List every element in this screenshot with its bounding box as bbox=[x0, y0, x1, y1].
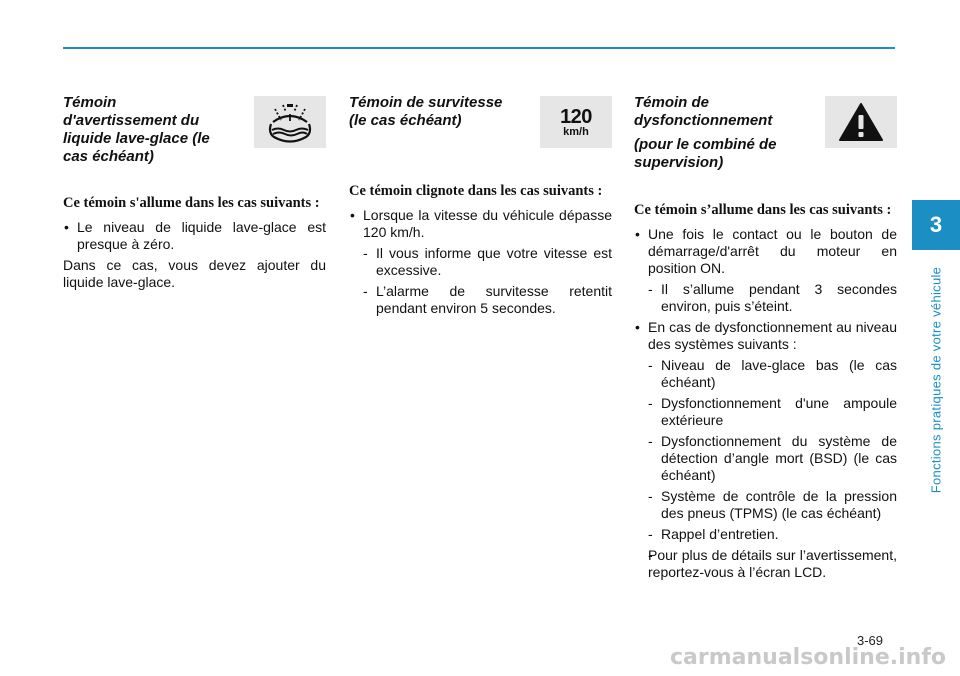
sub-list-item: - Rappel d’entretien. bbox=[634, 526, 897, 543]
sub-list-item: - Niveau de lave-glace bas (le cas échéant) bbox=[634, 357, 897, 391]
malfunction-section bbox=[634, 94, 897, 585]
sub-list-item: - Il s’allume pendant 3 secondes environ, puis s’éteint. bbox=[634, 281, 897, 315]
section-intro: Ce témoin s'allume dans les cas suivants : bbox=[63, 195, 320, 211]
section-intro: Ce témoin s’allume dans les cas suivants : bbox=[634, 202, 892, 218]
paragraph: Dans ce cas, vous devez ajouter du liquide lave-glace. bbox=[63, 257, 326, 290]
chapter-number: 3 bbox=[929, 212, 943, 237]
washer-fluid-section bbox=[63, 94, 326, 295]
note-paragraph: - Pour plus de détails sur l’avertissement, reportez-vous à l’écran LCD. bbox=[634, 547, 897, 581]
list-item: • Une fois le contact ou le bouton de démarrage/d'arrêt du moteur en position ON. bbox=[634, 226, 897, 277]
sub-list-item: - Système de contrôle de la pression des pneus (TPMS) (le cas échéant) bbox=[634, 488, 897, 522]
sub-list-item: - Il vous informe que votre vitesse est excessive. bbox=[349, 245, 612, 279]
page-number: 3-69 bbox=[857, 633, 884, 648]
sub-list-item: - Dysfonctionnement d'une ampoule extérieure bbox=[634, 395, 897, 429]
sub-list-item: - L’alarme de survitesse retentit pendant environ 5 secondes. bbox=[349, 283, 612, 317]
overspeed-section bbox=[349, 94, 612, 321]
section-subtitle: (pour le combiné de supervision) bbox=[634, 136, 777, 171]
section-title: Témoin d'avertissement du liquide lave-glace (le cas échéant) bbox=[63, 94, 210, 165]
chapter-tab bbox=[912, 200, 960, 250]
warning-triangle-icon bbox=[825, 96, 897, 148]
section-intro: Ce témoin clignote dans les cas suivants : bbox=[349, 183, 603, 199]
washer-fluid-warning-icon bbox=[254, 96, 326, 148]
list-item: • En cas de dysfonctionnement au niveau des systèmes suivants : bbox=[634, 319, 897, 353]
speed-limit-value: 120 bbox=[560, 105, 592, 128]
watermark: carmanualsonline.info bbox=[670, 645, 946, 670]
header-rule bbox=[63, 47, 895, 49]
sub-list-item: - Dysfonctionnement du système de détection d’angle mort (BSD) (le cas échéant) bbox=[634, 433, 897, 484]
list-item: • Lorsque la vitesse du véhicule dépasse 120 km/h. bbox=[349, 207, 612, 241]
overspeed-warning-icon bbox=[540, 96, 612, 148]
speed-unit: km/h bbox=[563, 125, 589, 138]
section-title: Témoin de dysfonctionnement bbox=[634, 94, 773, 129]
section-title: Témoin de survitesse (le cas échéant) bbox=[349, 94, 503, 129]
chapter-side-title: Fonctions pratiques de votre véhicule bbox=[928, 266, 944, 494]
list-item: • Le niveau de liquide lave-glace est presque à zéro. bbox=[63, 219, 326, 253]
